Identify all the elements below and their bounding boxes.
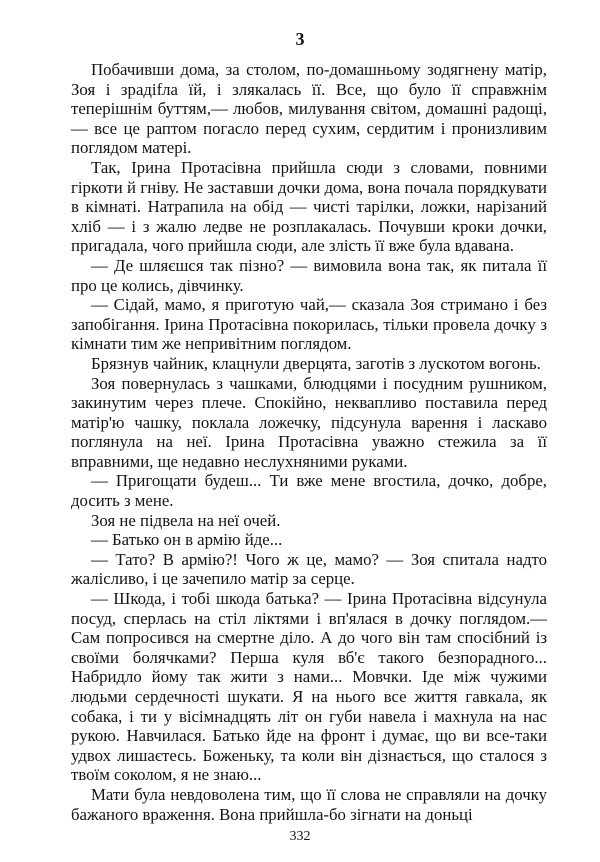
paragraph: — Тато? В армію?! Чого ж це, мамо? — Зоя спитала надто жалісливо, і це зачепило матір за серце.: [71, 549, 547, 589]
paragraph: — Пригощати будеш... Ти вже мене вгостила, дочко, добре, досить з мене.: [71, 471, 547, 511]
paragraph: Мати була невдоволена тим, що її слова не справляли на дочку бажаного враження. Вона прийшла-бо зігнати на доньці: [71, 784, 547, 824]
paragraph: Брязнув чайник, клацнули дверцята, заготів з лускотом вогонь.: [91, 353, 541, 373]
page-number: 332: [289, 829, 311, 844]
paragraph: — Де шляєшся так пізно? — вимовила вона так, як питала її про це колись, дівчинку.: [71, 255, 547, 295]
paragraph: — Сідай, мамо, я приготую чай,— сказала Зоя стримано і без запобігання. Ірина Протасівна покорилась, тільки провела дочку з кімнати тим же непривітним поглядом.: [71, 295, 547, 354]
paragraph: Зоя повернулась з чашками, блюдцями і посудним рушником, закинутим через плече. Спокійно, неквапливо поставила перед матір'ю чашку, поклала ложечку, підсунула варення і ласкаво поглянула на неї. Ірина Протасівна уважно стежила за її вправними, ще недавно неслухняними руками.: [71, 373, 547, 471]
paragraph: Зоя не підвела на неї очей.: [91, 510, 281, 530]
chapter-number: 3: [295, 29, 305, 49]
paragraph: Побачивши дома, за столом, по-домашньому зодягнену матір, Зоя і зрадіfла їй, і злякалась її. Все, що було її справжнім теперішнім буттям,— любов, милування світом, домашні радощі,— все це раптом погасло перед сухим, сердитим і пронизливим поглядом матері.: [71, 60, 547, 158]
paragraph: — Шкода, і тобі шкода батька? — Ірина Протасівна відсунула посуд, сперлась на стіл ліктями і вп'ялася в дочку поглядом.— Сам попросився на смертне діло. А до чого він там спосібний із своїми болячками? Перша куля вб'є такого безпорадного... Набридло йому так жити з нами... Мовчки. Іде між чужими людьми сердечності шукати. Я на нього все життя гавкала, як собака, і ти у вісімнадцять літ он губи навела і махнула на нас рукою. Навчилася. Батько йде на фронт і думає, що ви все-таки удвох лишаєтесь. Боженьку, та коли він дізнається, що сталося з твоїм соколом, я не знаю...: [71, 589, 547, 785]
paragraph: Так, Ірина Протасівна прийшла сюди з словами, повними гіркоти й гніву. Не заставши дочки дома, вона почала порядкувати в кімнаті. Натрапила на обід — чисті тарілки, ложки, нарізаний хліб — і з жалю ледве не розплакалась. Почувши кроки дочки, пригадала, чого прийшла сюди, але злість її вже була вдавана.: [71, 157, 547, 256]
paragraph: — Батько он в армію йде...: [91, 530, 283, 550]
body-text: [71, 60, 547, 824]
